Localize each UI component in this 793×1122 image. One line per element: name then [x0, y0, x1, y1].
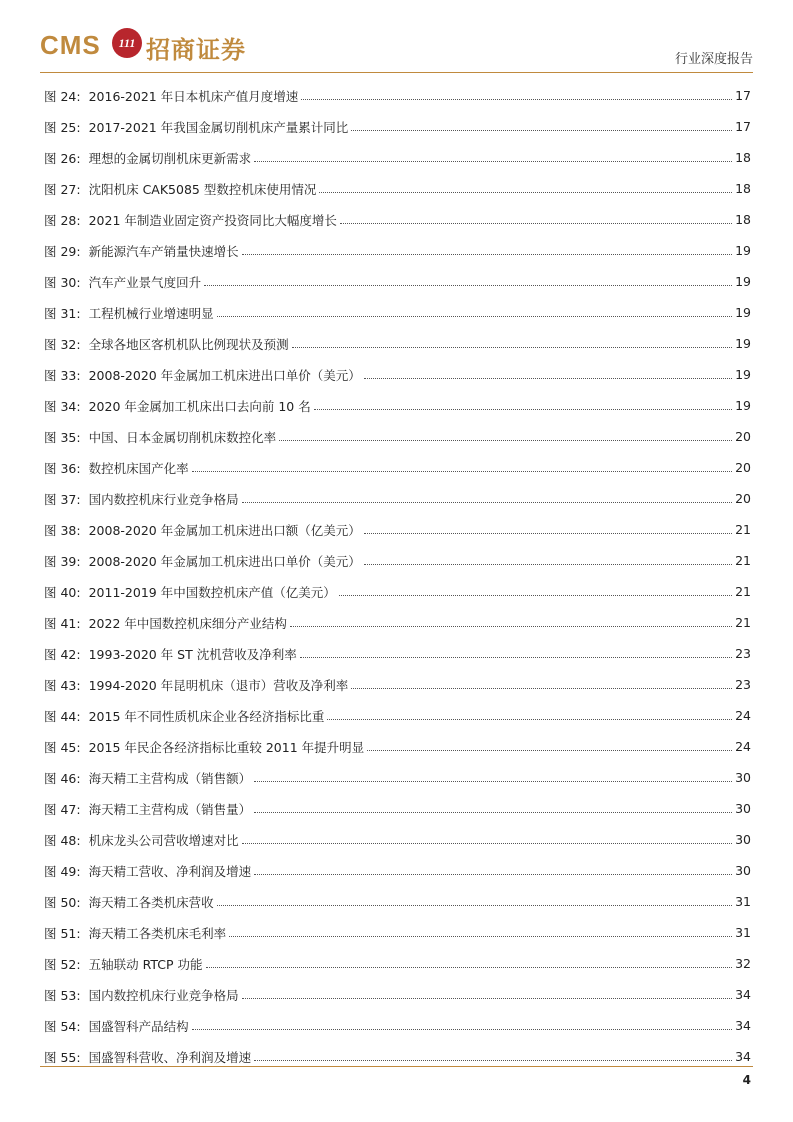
toc-figure-title: 海天精工主营构成（销售量） — [88, 801, 252, 817]
toc-figure-title: 中国、日本金属切削机床数控化率 — [88, 429, 277, 445]
toc-entry[interactable] — [44, 421, 751, 452]
toc-figure-label: 图 48: — [44, 832, 81, 848]
toc-page-number: 18 — [735, 212, 751, 227]
toc-figure-label: 图 41: — [44, 615, 81, 631]
toc-figure-label: 图 35: — [44, 429, 81, 445]
toc-dot-leader — [279, 440, 732, 441]
toc-dot-leader — [217, 905, 732, 906]
toc-dot-leader — [204, 285, 732, 286]
toc-figure-label: 图 26: — [44, 150, 81, 166]
toc-figure-title: 2015 年不同性质机床企业各经济指标比重 — [88, 708, 325, 724]
toc-figure-title: 2011-2019 年中国数控机床产值（亿美元） — [88, 584, 336, 600]
toc-figure-label: 图 38: — [44, 522, 81, 538]
toc-figure-label: 图 55: — [44, 1049, 81, 1065]
toc-page-number: 20 — [735, 460, 751, 475]
toc-page-number: 30 — [735, 801, 751, 816]
toc-page-number: 20 — [735, 491, 751, 506]
toc-figure-label: 图 39: — [44, 553, 81, 569]
toc-figure-title: 1993-2020 年 ST 沈机营收及净利率 — [88, 646, 297, 662]
toc-figure-title: 国盛智科产品结构 — [88, 1018, 189, 1034]
toc-figure-label: 图 54: — [44, 1018, 81, 1034]
toc-figure-title: 全球各地区客机机队比例现状及预测 — [88, 336, 289, 352]
toc-entry[interactable] — [44, 793, 751, 824]
toc-figure-title: 2008-2020 年金属加工机床进出口单价（美元） — [88, 367, 361, 383]
toc-figure-title: 国内数控机床行业竞争格局 — [88, 987, 239, 1003]
toc-page-number: 34 — [735, 1049, 751, 1064]
toc-dot-leader — [254, 874, 732, 875]
toc-figure-label: 图 47: — [44, 801, 81, 817]
toc-entry[interactable] — [44, 948, 751, 979]
toc-figure-title: 2016-2021 年日本机床产值月度增速 — [88, 88, 299, 104]
toc-page-number: 21 — [735, 553, 751, 568]
toc-page-number: 31 — [735, 894, 751, 909]
toc-figure-title: 海天精工各类机床毛利率 — [88, 925, 227, 941]
toc-figure-title: 海天精工营收、净利润及增速 — [88, 863, 252, 879]
toc-page-number: 32 — [735, 956, 751, 971]
toc-figure-title: 2020 年金属加工机床出口去向前 10 名 — [88, 398, 311, 414]
toc-figure-title: 2008-2020 年金属加工机床进出口额（亿美元） — [88, 522, 361, 538]
toc-page-number: 23 — [735, 677, 751, 692]
toc-figure-title: 新能源汽车产销量快速增长 — [88, 243, 239, 259]
toc-figure-label: 图 42: — [44, 646, 81, 662]
toc-figure-title: 2017-2021 年我国金属切削机床产量累计同比 — [88, 119, 349, 135]
toc-figure-title: 机床龙头公司营收增速对比 — [88, 832, 239, 848]
toc-dot-leader — [254, 781, 732, 782]
toc-page-number: 19 — [735, 305, 751, 320]
toc-figure-label: 图 49: — [44, 863, 81, 879]
toc-figure-title: 海天精工主营构成（销售额） — [88, 770, 252, 786]
toc-dot-leader — [206, 967, 733, 968]
toc-figure-title: 工程机械行业增速明显 — [88, 305, 214, 321]
toc-entry[interactable] — [44, 979, 751, 1010]
toc-entry[interactable] — [44, 204, 751, 235]
toc-figure-label: 图 37: — [44, 491, 81, 507]
toc-figure-title: 汽车产业景气度回升 — [88, 274, 202, 290]
toc-figure-label: 图 27: — [44, 181, 81, 197]
page-header — [40, 22, 753, 72]
toc-page-number: 31 — [735, 925, 751, 940]
toc-figure-title: 2008-2020 年金属加工机床进出口单价（美元） — [88, 553, 361, 569]
toc-figure-title: 理想的金属切削机床更新需求 — [88, 150, 252, 166]
toc-page-number: 23 — [735, 646, 751, 661]
toc-dot-leader — [327, 719, 732, 720]
toc-dot-leader — [254, 1060, 732, 1061]
toc-page-number: 17 — [735, 88, 751, 103]
header-divider — [40, 72, 753, 73]
toc-dot-leader — [319, 192, 732, 193]
toc-figure-label: 图 50: — [44, 894, 81, 910]
toc-page-number: 30 — [735, 832, 751, 847]
toc-dot-leader — [192, 471, 732, 472]
toc-page-number: 18 — [735, 150, 751, 165]
toc-figure-title: 2022 年中国数控机床细分产业结构 — [88, 615, 287, 631]
toc-dot-leader — [254, 161, 732, 162]
toc-entry[interactable] — [44, 638, 751, 669]
toc-entry[interactable] — [44, 359, 751, 390]
toc-dot-leader — [351, 688, 732, 689]
toc-page-number: 19 — [735, 367, 751, 382]
toc-entry[interactable] — [44, 142, 751, 173]
page-number: 4 — [742, 1073, 751, 1087]
logo-badge-icon: 111 — [112, 28, 142, 58]
toc-figure-title: 国盛智科营收、净利润及增速 — [88, 1049, 252, 1065]
toc-page-number: 34 — [735, 1018, 751, 1033]
toc-entry[interactable] — [44, 297, 751, 328]
toc-figure-label: 图 40: — [44, 584, 81, 600]
toc-entry[interactable] — [44, 514, 751, 545]
toc-figure-label: 图 24: — [44, 88, 81, 104]
toc-dot-leader — [242, 998, 732, 999]
toc-dot-leader — [217, 316, 732, 317]
toc-dot-leader — [229, 936, 732, 937]
toc-entry[interactable] — [44, 111, 751, 142]
toc-page-number: 24 — [735, 708, 751, 723]
toc-figure-label: 图 34: — [44, 398, 81, 414]
toc-dot-leader — [340, 223, 732, 224]
toc-dot-leader — [301, 99, 732, 100]
toc-entry[interactable] — [44, 266, 751, 297]
toc-figure-label: 图 31: — [44, 305, 81, 321]
toc-entry[interactable] — [44, 669, 751, 700]
toc-page-number: 34 — [735, 987, 751, 1002]
toc-entry[interactable] — [44, 886, 751, 917]
toc-entry[interactable] — [44, 1010, 751, 1041]
logo-text: CMS — [40, 30, 101, 60]
toc-entry[interactable] — [44, 607, 751, 638]
toc-figure-label: 图 33: — [44, 367, 81, 383]
toc-figure-title: 2015 年民企各经济指标比重较 2011 年提升明显 — [88, 739, 365, 755]
toc-page-number: 17 — [735, 119, 751, 134]
toc-entry[interactable] — [44, 235, 751, 266]
toc-dot-leader — [339, 595, 732, 596]
toc-figure-label: 图 36: — [44, 460, 81, 476]
logo-company-name: 招商证券 — [146, 35, 246, 64]
toc-page-number: 20 — [735, 429, 751, 444]
toc-figure-title: 沈阳机床 CAK5085 型数控机床使用情况 — [88, 181, 317, 197]
toc-figure-label: 图 45: — [44, 739, 81, 755]
toc-page-number: 19 — [735, 243, 751, 258]
toc-entry[interactable] — [44, 700, 751, 731]
toc-entry[interactable] — [44, 855, 751, 886]
toc-figure-label: 图 44: — [44, 708, 81, 724]
toc-dot-leader — [242, 502, 732, 503]
toc-entry[interactable] — [44, 452, 751, 483]
toc-page-number: 21 — [735, 615, 751, 630]
toc-figure-title: 1994-2020 年昆明机床（退市）营收及净利率 — [88, 677, 349, 693]
toc-figure-label: 图 52: — [44, 956, 81, 972]
toc-dot-leader — [364, 378, 732, 379]
toc-entry[interactable] — [44, 173, 751, 204]
toc-entry[interactable] — [44, 917, 751, 948]
toc-entry[interactable] — [44, 80, 751, 111]
toc-entry[interactable] — [44, 545, 751, 576]
footer-divider — [40, 1066, 753, 1067]
toc-dot-leader — [242, 843, 732, 844]
toc-page-number: 19 — [735, 274, 751, 289]
toc-figure-label: 图 32: — [44, 336, 81, 352]
toc-page-number: 30 — [735, 863, 751, 878]
toc-page-number: 21 — [735, 522, 751, 537]
toc-figure-label: 图 46: — [44, 770, 81, 786]
toc-figure-label: 图 29: — [44, 243, 81, 259]
toc-dot-leader — [364, 533, 732, 534]
figure-index-list — [44, 80, 751, 1072]
toc-figure-title: 五轴联动 RTCP 功能 — [88, 956, 203, 972]
toc-dot-leader — [364, 564, 732, 565]
toc-entry[interactable] — [44, 731, 751, 762]
toc-dot-leader — [254, 812, 732, 813]
toc-figure-title: 数控机床国产化率 — [88, 460, 189, 476]
toc-dot-leader — [351, 130, 732, 131]
toc-dot-leader — [314, 409, 732, 410]
toc-entry[interactable] — [44, 824, 751, 855]
toc-page-number: 19 — [735, 398, 751, 413]
toc-page-number: 24 — [735, 739, 751, 754]
toc-figure-label: 图 53: — [44, 987, 81, 1003]
toc-figure-label: 图 28: — [44, 212, 81, 228]
report-type: 行业深度报告 — [674, 52, 753, 67]
toc-figure-label: 图 25: — [44, 119, 81, 135]
toc-dot-leader — [292, 347, 732, 348]
toc-page-number: 19 — [735, 336, 751, 351]
toc-entry[interactable] — [44, 576, 751, 607]
toc-dot-leader — [300, 657, 732, 658]
toc-figure-label: 图 43: — [44, 677, 81, 693]
toc-page-number: 21 — [735, 584, 751, 599]
toc-dot-leader — [242, 254, 732, 255]
toc-entry[interactable] — [44, 483, 751, 514]
toc-figure-title: 国内数控机床行业竞争格局 — [88, 491, 239, 507]
toc-figure-label: 图 30: — [44, 274, 81, 290]
toc-entry[interactable] — [44, 762, 751, 793]
toc-dot-leader — [290, 626, 732, 627]
toc-figure-title: 海天精工各类机床营收 — [88, 894, 214, 910]
toc-entry[interactable] — [44, 328, 751, 359]
toc-entry[interactable] — [44, 1041, 751, 1072]
toc-dot-leader — [192, 1029, 732, 1030]
toc-page-number: 30 — [735, 770, 751, 785]
toc-page-number: 18 — [735, 181, 751, 196]
toc-dot-leader — [367, 750, 732, 751]
toc-figure-label: 图 51: — [44, 925, 81, 941]
toc-entry[interactable] — [44, 390, 751, 421]
toc-figure-title: 2021 年制造业固定资产投资同比大幅度增长 — [88, 212, 337, 228]
